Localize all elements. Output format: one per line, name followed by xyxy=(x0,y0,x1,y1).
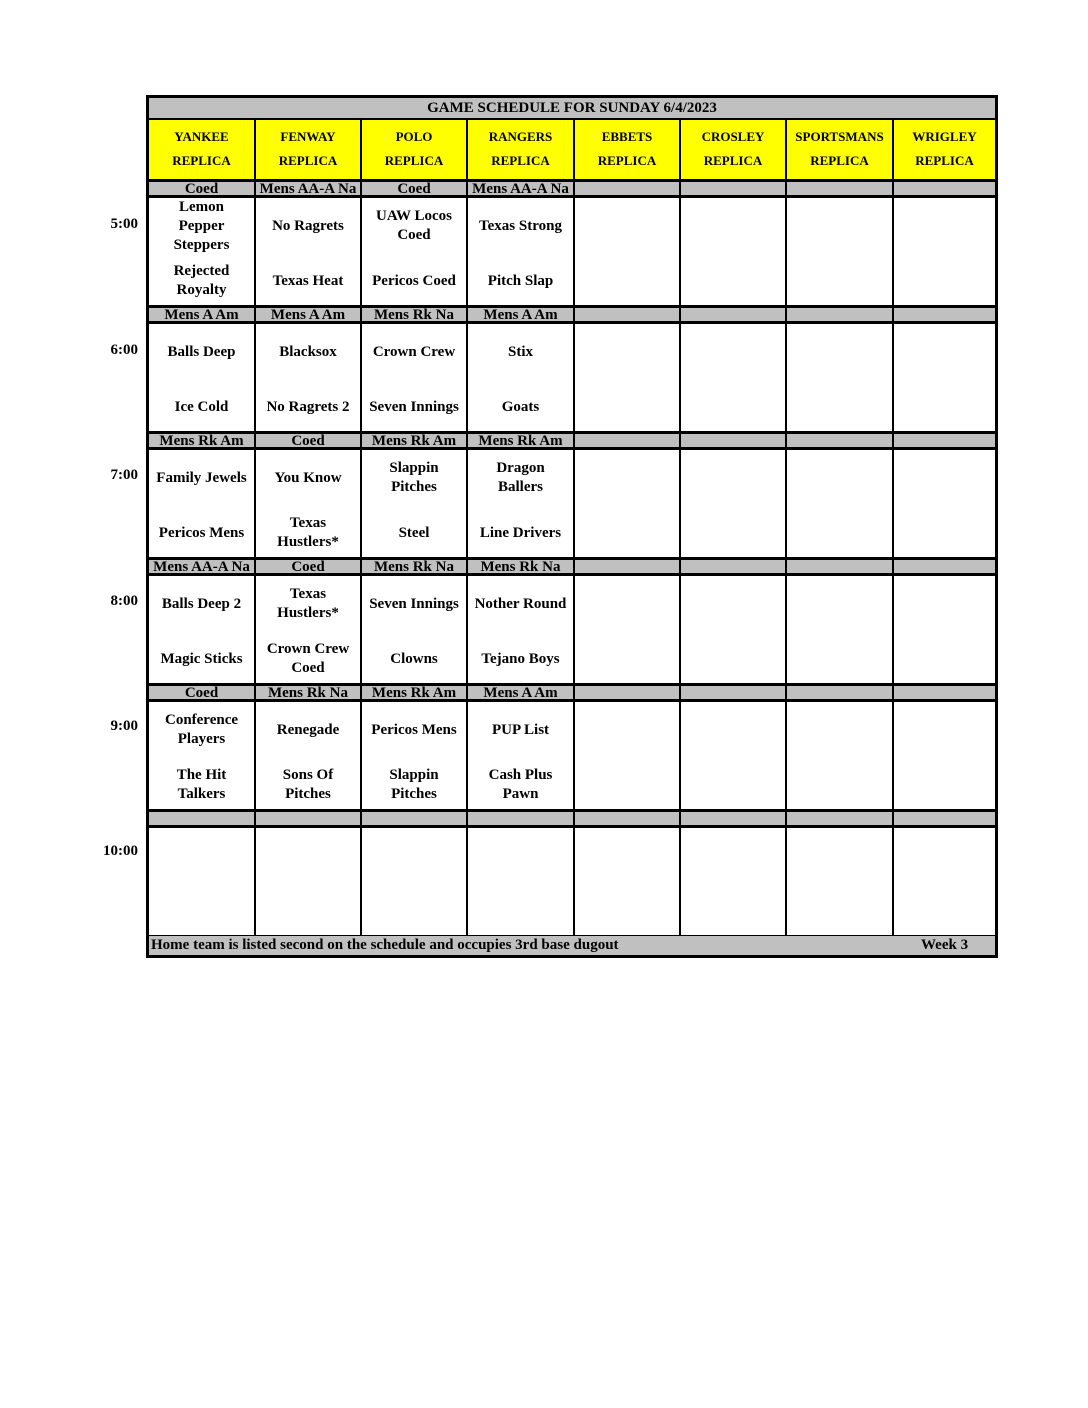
game-cell xyxy=(256,828,362,938)
home-team: Pericos Mens xyxy=(158,524,245,541)
away-team xyxy=(787,831,892,881)
away-team: Pericos Mens xyxy=(371,721,457,738)
game-cell xyxy=(362,828,468,938)
division-label xyxy=(894,812,995,828)
field-subtitle: REPLICA xyxy=(491,153,550,168)
division-label xyxy=(575,434,681,450)
division-label xyxy=(681,308,787,324)
home-team xyxy=(575,760,679,810)
division-label: Coed xyxy=(256,434,362,450)
home-team xyxy=(894,634,995,684)
home-team xyxy=(787,256,892,306)
division-label: Mens Rk Am xyxy=(362,686,468,702)
home-team: The Hit Talkers xyxy=(176,767,227,802)
division-label: Mens AA-A Na xyxy=(149,560,256,576)
home-team: Seven Innings xyxy=(369,398,459,415)
time-label: 8:00 xyxy=(110,593,138,609)
away-team: You Know xyxy=(274,469,342,486)
division-label xyxy=(468,812,575,828)
field-header-wrigley xyxy=(894,120,995,182)
away-team: Nother Round xyxy=(474,595,567,612)
away-team: No Ragrets xyxy=(272,217,344,234)
division-label: Mens A Am xyxy=(468,686,575,702)
away-team: Stix xyxy=(507,343,533,360)
division-label xyxy=(681,686,787,702)
field-subtitle: REPLICA xyxy=(915,153,974,168)
away-team xyxy=(894,831,995,881)
field-header-rangers xyxy=(468,120,575,182)
away-team: Texas Strong xyxy=(479,217,562,234)
home-team xyxy=(681,634,785,684)
away-team: Balls Deep xyxy=(167,343,236,360)
away-team xyxy=(681,705,785,755)
away-team xyxy=(681,201,785,251)
away-team: Blacksox xyxy=(279,343,337,360)
field-name: POLO xyxy=(395,129,433,144)
division-label: Mens Rk Am xyxy=(149,434,256,450)
field-name: CROSLEY xyxy=(701,129,765,144)
game-cell xyxy=(149,702,256,812)
home-team: Crown Crew Coed xyxy=(266,641,350,676)
away-team xyxy=(575,831,679,881)
home-team xyxy=(575,508,679,558)
home-team: Cash Plus Pawn xyxy=(488,767,553,802)
home-team xyxy=(787,508,892,558)
home-team xyxy=(575,634,679,684)
field-name: YANKEE xyxy=(174,129,229,144)
division-label xyxy=(256,812,362,828)
field-header-ebbets xyxy=(575,120,681,182)
game-schedule-table xyxy=(146,95,998,958)
home-team xyxy=(787,382,892,432)
game-cell xyxy=(149,828,256,938)
away-team xyxy=(787,579,892,629)
division-label xyxy=(894,686,995,702)
game-cell xyxy=(468,324,575,434)
home-team xyxy=(575,256,679,306)
home-team xyxy=(894,256,995,306)
division-label xyxy=(362,812,468,828)
home-team: Line Drivers xyxy=(479,524,562,541)
division-label xyxy=(149,812,256,828)
home-team: Rejected Royalty xyxy=(173,263,230,298)
home-team xyxy=(894,886,995,936)
home-team: Clowns xyxy=(390,650,438,667)
field-name: FENWAY xyxy=(280,129,336,144)
away-team: PUP List xyxy=(491,721,550,738)
home-team xyxy=(256,886,360,936)
field-subtitle: REPLICA xyxy=(810,153,869,168)
away-team xyxy=(681,831,785,881)
game-cell xyxy=(362,702,468,812)
game-cell xyxy=(149,324,256,434)
game-cell xyxy=(787,828,894,938)
game-cell xyxy=(787,324,894,434)
away-team xyxy=(787,453,892,503)
away-team xyxy=(575,453,679,503)
game-cell xyxy=(149,450,256,560)
division-label xyxy=(787,686,894,702)
week-label: Week 3 xyxy=(921,937,969,953)
field-header-sportsmans xyxy=(787,120,894,182)
home-team: Pitch Slap xyxy=(487,272,554,289)
game-cell xyxy=(894,828,995,938)
home-team: Tejano Boys xyxy=(481,650,560,667)
division-label: Coed xyxy=(362,182,468,198)
home-team xyxy=(681,760,785,810)
division-label: Mens AA-A Na xyxy=(468,182,575,198)
away-team: Family Jewels xyxy=(156,469,247,486)
division-label: Mens Rk Na xyxy=(256,686,362,702)
division-label xyxy=(894,182,995,198)
field-name: RANGERS xyxy=(488,129,553,144)
division-label xyxy=(681,560,787,576)
time-label: 5:00 xyxy=(110,216,138,232)
field-header-yankee xyxy=(149,120,256,182)
home-team: Goats xyxy=(501,398,540,415)
game-cell xyxy=(575,576,681,686)
game-cell xyxy=(468,702,575,812)
away-team xyxy=(894,327,995,377)
division-label: Mens Rk Na xyxy=(468,560,575,576)
home-team xyxy=(362,886,466,936)
home-team xyxy=(894,760,995,810)
game-cell xyxy=(681,450,787,560)
home-team-note: Home team is listed second on the schedule and occupies 3rd base dugout xyxy=(151,937,619,953)
division-label: Mens Rk Am xyxy=(468,434,575,450)
home-team: Sons Of Pitches xyxy=(282,767,334,802)
away-team xyxy=(787,327,892,377)
division-label: Mens Rk Na xyxy=(362,560,468,576)
away-team: Renegade xyxy=(276,721,340,738)
game-cell xyxy=(575,198,681,308)
away-team xyxy=(149,831,254,881)
game-cell xyxy=(894,198,995,308)
game-cell xyxy=(681,324,787,434)
away-team: Lemon Pepper Steppers xyxy=(173,198,230,253)
division-label xyxy=(894,560,995,576)
away-team xyxy=(575,579,679,629)
away-team: Seven Innings xyxy=(369,595,459,612)
division-label: Coed xyxy=(149,182,256,198)
division-label: Mens A Am xyxy=(149,308,256,324)
home-team xyxy=(575,382,679,432)
home-team xyxy=(681,886,785,936)
home-team xyxy=(894,508,995,558)
game-cell xyxy=(256,450,362,560)
time-label: 10:00 xyxy=(103,843,138,859)
home-team: Steel xyxy=(398,524,430,541)
game-cell xyxy=(362,450,468,560)
game-cell xyxy=(149,576,256,686)
field-subtitle: REPLICA xyxy=(278,153,338,168)
field-name: EBBETS xyxy=(601,129,653,144)
home-team: Pericos Coed xyxy=(372,272,456,289)
division-label xyxy=(681,812,787,828)
division-label: Mens A Am xyxy=(256,308,362,324)
division-label xyxy=(575,308,681,324)
field-subtitle: REPLICA xyxy=(172,153,231,168)
schedule-title: GAME SCHEDULE FOR SUNDAY 6/4/2023 xyxy=(149,98,995,120)
game-cell xyxy=(894,450,995,560)
division-label xyxy=(894,308,995,324)
division-label xyxy=(787,182,894,198)
away-team xyxy=(256,831,360,881)
away-team: Conference Players xyxy=(164,712,239,747)
field-name: SPORTSMANS xyxy=(795,129,884,144)
division-label: Mens A Am xyxy=(468,308,575,324)
field-header-fenway xyxy=(256,120,362,182)
home-team xyxy=(894,382,995,432)
home-team: Magic Sticks xyxy=(160,650,243,667)
game-cell xyxy=(256,198,362,308)
away-team xyxy=(362,831,466,881)
away-team xyxy=(894,705,995,755)
game-cell xyxy=(681,576,787,686)
game-cell xyxy=(894,576,995,686)
division-label: Mens AA-A Na xyxy=(256,182,362,198)
field-subtitle: REPLICA xyxy=(597,153,657,168)
field-header-crosley xyxy=(681,120,787,182)
game-cell xyxy=(575,324,681,434)
away-team xyxy=(575,705,679,755)
division-label: Mens Rk Am xyxy=(362,434,468,450)
field-subtitle: REPLICA xyxy=(703,153,763,168)
division-label: Mens Rk Na xyxy=(362,308,468,324)
home-team xyxy=(681,256,785,306)
game-cell xyxy=(681,198,787,308)
home-team: No Ragrets 2 xyxy=(266,398,350,415)
schedule-footer xyxy=(149,936,995,955)
away-team xyxy=(575,201,679,251)
home-team xyxy=(468,886,573,936)
division-label xyxy=(787,434,894,450)
division-label xyxy=(681,182,787,198)
field-header-polo xyxy=(362,120,468,182)
away-team: Crown Crew xyxy=(372,343,456,360)
time-label: 9:00 xyxy=(110,718,138,734)
home-team xyxy=(681,508,785,558)
away-team xyxy=(787,201,892,251)
game-cell xyxy=(149,198,256,308)
game-cell xyxy=(256,324,362,434)
game-cell xyxy=(787,450,894,560)
away-team: Balls Deep 2 xyxy=(161,595,242,612)
away-team: UAW Locos Coed xyxy=(376,208,452,243)
division-label xyxy=(894,434,995,450)
game-cell xyxy=(894,324,995,434)
division-label: Coed xyxy=(149,686,256,702)
game-cell xyxy=(787,702,894,812)
home-team xyxy=(787,760,892,810)
away-team: Slappin Pitches xyxy=(389,460,439,495)
division-label xyxy=(575,686,681,702)
game-cell xyxy=(362,324,468,434)
home-team xyxy=(787,886,892,936)
home-team xyxy=(149,886,254,936)
game-cell xyxy=(362,198,468,308)
division-label xyxy=(787,308,894,324)
home-team xyxy=(787,634,892,684)
game-cell xyxy=(468,198,575,308)
away-team: Texas Hustlers* xyxy=(277,586,339,621)
game-cell xyxy=(468,576,575,686)
game-cell xyxy=(894,702,995,812)
game-cell xyxy=(681,702,787,812)
division-label xyxy=(681,434,787,450)
game-cell xyxy=(468,828,575,938)
away-team xyxy=(787,705,892,755)
game-cell xyxy=(468,450,575,560)
game-cell xyxy=(362,576,468,686)
game-cell xyxy=(575,702,681,812)
away-team: Dragon Ballers xyxy=(496,460,545,495)
away-team xyxy=(681,327,785,377)
division-label: Coed xyxy=(256,560,362,576)
game-cell xyxy=(681,828,787,938)
game-cell xyxy=(787,576,894,686)
field-name: WRIGLEY xyxy=(912,129,977,144)
game-cell xyxy=(256,702,362,812)
home-team xyxy=(681,382,785,432)
division-label xyxy=(575,560,681,576)
home-team: Texas Hustlers* xyxy=(277,515,339,550)
time-label: 7:00 xyxy=(110,467,138,483)
away-team xyxy=(681,579,785,629)
away-team xyxy=(575,327,679,377)
game-cell xyxy=(575,828,681,938)
division-label xyxy=(787,812,894,828)
division-label xyxy=(575,182,681,198)
time-label: 6:00 xyxy=(110,342,138,358)
away-team xyxy=(894,453,995,503)
game-cell xyxy=(575,450,681,560)
home-team: Texas Heat xyxy=(272,272,344,289)
away-team xyxy=(468,831,573,881)
away-team xyxy=(894,201,995,251)
away-team xyxy=(681,453,785,503)
home-team: Slappin Pitches xyxy=(389,767,439,802)
away-team xyxy=(894,579,995,629)
game-cell xyxy=(787,198,894,308)
home-team: Ice Cold xyxy=(174,398,229,415)
home-team xyxy=(575,886,679,936)
division-label xyxy=(787,560,894,576)
field-subtitle: REPLICA xyxy=(384,153,444,168)
division-label xyxy=(575,812,681,828)
game-cell xyxy=(256,576,362,686)
